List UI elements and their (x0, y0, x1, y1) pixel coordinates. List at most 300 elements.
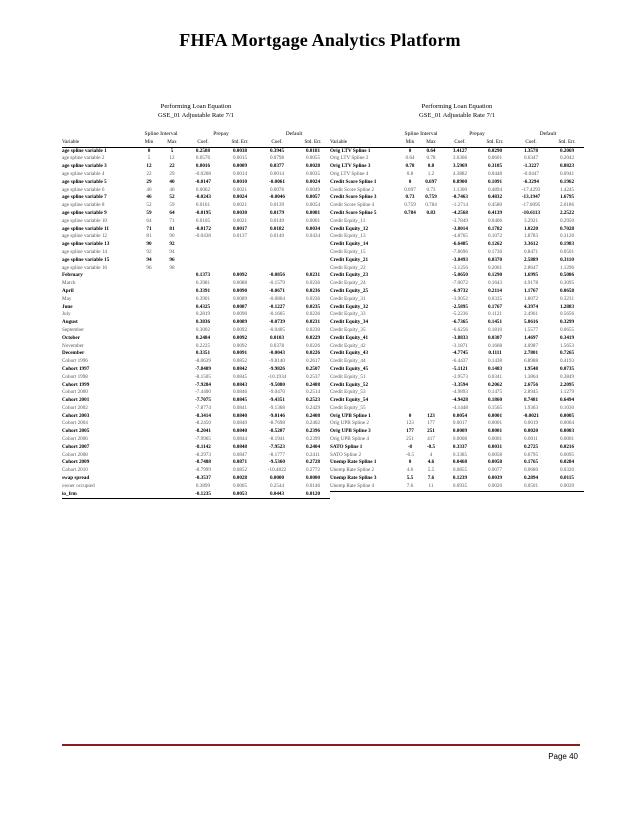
cell-min: 29 (146, 178, 152, 185)
cell-max: 59 (169, 202, 175, 209)
cell-variable: Credit Equity_31 (330, 295, 366, 302)
cell-min (138, 343, 160, 351)
table-row (62, 179, 330, 187)
table-row (62, 475, 330, 483)
cell-default-stderr: 0.0035 (305, 170, 321, 177)
table-row (330, 444, 584, 452)
cell-min (400, 257, 420, 265)
cell-max (420, 218, 442, 226)
cell-default-coef: 0.0443 (258, 491, 296, 499)
table-row (62, 147, 330, 155)
cell-variable: Credit Equity_24 (330, 280, 366, 287)
cell-variable: Credit Equity_34 (330, 319, 369, 326)
table-row (330, 280, 584, 288)
cell-prepay-stderr: 0.0090 (232, 287, 248, 294)
cell-min (400, 249, 420, 257)
cell-default-coef: 1.3578 (523, 147, 539, 154)
cell-default-coef: -9.5080 (269, 381, 285, 388)
cell-default-stderr: 0.0226 (305, 350, 321, 357)
cell-default-coef: 2.8647 (523, 264, 539, 271)
cell-variable: August (62, 319, 78, 326)
cell-max: 5.5 (427, 467, 435, 474)
table-row (330, 350, 584, 358)
cell-variable: July (62, 311, 71, 318)
right-group-spline-interval: Spline Interval (404, 131, 438, 137)
cell-max: 92 (169, 241, 175, 248)
cell-prepay-coef (184, 241, 222, 249)
cell-prepay-coef: -2.5895 (452, 303, 468, 310)
cell-max: 7.6 (427, 475, 435, 482)
cell-prepay-stderr: 0.0848 (232, 443, 248, 450)
cell-prepay-stderr (222, 241, 258, 249)
cell-max: 64 (169, 209, 175, 216)
cell-default-coef: 0.2544 (269, 482, 285, 489)
cell-default-stderr: 0.1962 (559, 178, 575, 185)
cell-max (420, 335, 442, 343)
cell-default-stderr: 0.2404 (305, 443, 321, 450)
table-row (62, 304, 330, 312)
left-col-prepay-coef: Coef. (184, 139, 222, 147)
cell-default-stderr (296, 249, 330, 257)
cell-prepay-coef: -6.9732 (452, 287, 468, 294)
cell-min: 0 (408, 178, 412, 185)
cell-default-stderr: 0.0230 (305, 326, 321, 333)
cell-default-stderr: 1.1279 (559, 389, 575, 396)
cell-variable: age spline variable 11 (62, 225, 109, 232)
cell-max: 0.78 (426, 155, 436, 162)
cell-prepay-stderr: 0.1438 (487, 358, 503, 365)
cell-prepay-coef: -3.9573 (452, 373, 468, 380)
cell-default-stderr: 0.0231 (305, 272, 321, 279)
cell-prepay-coef: -8.0639 (195, 358, 211, 365)
cell-prepay-stderr: 0.0053 (222, 491, 258, 499)
cell-min: 64 (146, 217, 152, 224)
table-row (62, 226, 330, 234)
cell-default-coef: -9.5360 (269, 459, 285, 466)
cell-default-stderr: 0.0001 (559, 436, 575, 443)
table-row (62, 327, 330, 335)
cell-prepay-stderr: 0.0087 (232, 303, 248, 310)
cell-variable: Credit Equity_55 (330, 404, 366, 411)
cell-default-stderr: 0.0235 (305, 303, 321, 310)
cell-default-stderr: 0.0231 (305, 319, 321, 326)
cell-default-coef: 0.0179 (269, 209, 285, 216)
right-col-prepay-stderr: Std. Err. (478, 139, 512, 147)
table-row (62, 467, 330, 475)
cell-max: 11 (420, 483, 442, 491)
cell-variable: age spline variable 12 (62, 233, 107, 240)
cell-variable: Unemp Rate Spline 1 (330, 459, 377, 466)
cell-variable: Orig LTV Spline 3 (330, 163, 371, 170)
table-row (62, 483, 330, 491)
cell-default-coef: -0.1227 (269, 303, 285, 310)
cell-default-stderr (296, 265, 330, 273)
cell-max: 0.697 (425, 178, 437, 185)
cell-max: 4.6 (427, 459, 435, 466)
table-row (330, 327, 584, 335)
cell-min (400, 327, 420, 335)
cell-prepay-stderr: 0.1072 (487, 233, 503, 240)
cell-prepay-stderr: 0.0088 (232, 280, 248, 287)
cell-max (160, 343, 184, 351)
cell-variable: age spline variable 2 (62, 155, 105, 162)
cell-default-stderr: 0.1030 (559, 404, 575, 411)
cell-default-coef: 3.3612 (523, 241, 539, 248)
table-row (330, 187, 584, 195)
cell-variable: Credit Equity_21 (330, 256, 369, 263)
table-row (330, 288, 584, 296)
cell-prepay-coef: -6.6485 (452, 241, 468, 248)
cell-min (138, 304, 160, 312)
cell-max: 5 (170, 147, 174, 154)
cell-prepay-stderr: 0.1565 (487, 404, 503, 411)
cell-prepay-stderr: 0.1262 (487, 241, 503, 248)
cell-default-stderr: 0.8823 (559, 163, 575, 170)
cell-prepay-stderr: 0.0090 (232, 311, 248, 318)
cell-default-stderr: 0.0236 (305, 280, 321, 287)
cell-default-coef: 0.2725 (523, 443, 539, 450)
cell-prepay-coef: -3.9052 (452, 295, 468, 302)
cell-default-stderr: 0.0236 (305, 287, 321, 294)
cell-prepay-stderr: 0.0137 (232, 233, 248, 240)
cell-min: 0.759 (404, 202, 416, 209)
table-row (330, 296, 584, 304)
cell-variable: Cohort 2004 (62, 420, 88, 427)
table-row (330, 319, 584, 327)
right-group-prepay: Prepay (469, 131, 485, 137)
cell-variable: age spline variable 14 (62, 248, 107, 255)
cell-variable: age spline variable 7 (62, 194, 107, 201)
right-group-default: Default (539, 131, 557, 137)
table-row (330, 452, 584, 460)
cell-min (400, 288, 420, 296)
cell-max (160, 491, 184, 499)
cell-prepay-coef: 0.0054 (452, 412, 468, 419)
cell-prepay-coef: -0.7463 (452, 194, 468, 201)
table-row (330, 272, 584, 280)
cell-min: 123 (406, 420, 414, 427)
cell-prepay-stderr: 0.4139 (487, 209, 503, 216)
table-row (330, 311, 584, 319)
table-row (330, 171, 584, 179)
table-row (62, 405, 330, 413)
cell-default-coef: 0.2894 (523, 475, 539, 482)
cell-max (420, 358, 442, 366)
cell-default-coef: 2.4961 (523, 311, 539, 318)
cell-prepay-coef: 0.0017 (452, 420, 468, 427)
cell-variable: November (62, 342, 84, 349)
cell-default-coef: -0.0046 (269, 194, 285, 201)
cell-prepay-coef (184, 265, 222, 273)
cell-prepay-coef: -0.0195 (195, 209, 211, 216)
table-row (62, 257, 330, 265)
table-row (330, 467, 584, 475)
cell-variable: Cohort 1996 (62, 358, 88, 365)
cell-prepay-coef: 0.2819 (195, 311, 211, 318)
table-row (330, 210, 584, 218)
cell-min: 0.697 (404, 186, 416, 193)
cell-prepay-stderr (222, 265, 258, 273)
cell-max (420, 257, 442, 265)
cell-default-stderr: 0.2950 (559, 217, 575, 224)
cell-default-stderr: 0.0236 (305, 311, 321, 318)
right-col-min: Min (400, 139, 420, 147)
cell-prepay-stderr: 0.0009 (232, 163, 248, 170)
table-row (330, 163, 584, 171)
right-col-default-coef: Coef. (512, 139, 550, 147)
cell-min: 40 (146, 186, 152, 193)
cell-max (160, 296, 184, 304)
cell-max (160, 366, 184, 374)
cell-min (138, 389, 160, 397)
cell-max (420, 319, 442, 327)
cell-min (138, 405, 160, 413)
cell-variable: age spline variable 8 (62, 202, 105, 209)
cell-prepay-stderr: 0.1782 (487, 225, 503, 232)
cell-max (160, 327, 184, 335)
table-row (62, 194, 330, 202)
table-row (62, 265, 330, 273)
cell-default-coef: 8.7481 (523, 397, 539, 404)
cell-default-stderr: 0.7028 (559, 225, 575, 232)
cell-prepay-stderr: 0.0028 (232, 475, 248, 482)
cell-min (400, 397, 420, 405)
cell-variable: Credit Equity_51 (330, 373, 366, 380)
table-row (62, 249, 330, 257)
cell-prepay-stderr: 0.0015 (232, 155, 248, 162)
cell-max (420, 327, 442, 335)
cell-prepay-stderr: 0.4580 (487, 202, 503, 209)
cell-default-coef: 0.6795 (523, 451, 539, 458)
cell-max (160, 389, 184, 397)
cell-default-stderr: 0.0216 (559, 443, 575, 450)
left-panel-subtitle: GSE_01 Adjustable Rate 7/1 (157, 111, 234, 119)
cell-min: 177 (406, 428, 414, 435)
table-row (62, 311, 330, 319)
table-row (62, 202, 330, 210)
left-col-default-stderr: Std. Err. (296, 139, 330, 147)
cell-variable: December (62, 350, 85, 357)
cell-prepay-coef: 0.3337 (452, 443, 468, 450)
cell-default-stderr: 0.0320 (559, 467, 575, 474)
cell-variable: Orig UPB Spline 2 (330, 420, 369, 427)
cell-variable: Cohort 2002 (62, 404, 88, 411)
cell-prepay-coef: -8.7999 (195, 467, 211, 474)
cell-max (160, 397, 184, 405)
cell-variable: age spline variable 6 (62, 186, 105, 193)
cell-prepay-stderr: 0.1810 (487, 326, 503, 333)
table-row (62, 155, 330, 163)
table-row (62, 335, 330, 343)
cell-prepay-coef: 0.3899 (195, 482, 211, 489)
cell-prepay-stderr: 0.0406 (487, 217, 503, 224)
cell-default-stderr: 0.2617 (305, 358, 321, 365)
cell-prepay-stderr: 0.0840 (232, 428, 248, 435)
cell-prepay-coef: -3.8833 (452, 334, 468, 341)
cell-variable: Credit Equity_41 (330, 334, 369, 341)
cell-max (160, 335, 184, 343)
cell-variable: Cohort 2010 (62, 467, 88, 474)
cell-min (138, 436, 160, 444)
cell-default-stderr: 0.3110 (560, 256, 574, 263)
cell-variable: Cohort 2005 (62, 428, 90, 435)
cell-prepay-stderr: 0.0014 (232, 170, 248, 177)
cell-default-stderr: 0.2514 (305, 389, 321, 396)
cell-prepay-stderr: 0.1475 (487, 389, 503, 396)
cell-prepay-stderr: 0.0017 (232, 225, 248, 232)
cell-prepay-stderr: 0.1121 (488, 311, 502, 318)
cell-default-coef: 0.0140 (269, 217, 285, 224)
cell-default-coef (258, 241, 296, 249)
cell-prepay-coef: -0.0243 (195, 194, 211, 201)
cell-default-coef: 0.0011 (524, 436, 538, 443)
cell-default-stderr: 0.2507 (305, 365, 321, 372)
cell-default-coef: -9.0470 (269, 389, 285, 396)
cell-max: 251 (427, 428, 435, 435)
cell-min (138, 459, 160, 467)
cell-min (400, 233, 420, 241)
table-row (62, 358, 330, 366)
table-row (62, 210, 330, 218)
table-row (330, 147, 584, 155)
cell-min (400, 319, 420, 327)
cell-default-stderr: 0.0057 (305, 194, 321, 201)
cell-prepay-stderr: 0.3105 (487, 163, 503, 170)
cell-prepay-stderr: 0.0844 (232, 436, 248, 443)
cell-max: 0.784 (425, 202, 437, 209)
cell-max (420, 272, 442, 280)
cell-default-coef: -9.8140 (269, 358, 285, 365)
cell-default-stderr (296, 241, 330, 249)
document-title: FHFA Mortgage Analytics Platform (179, 30, 461, 50)
cell-default-coef: 1.9363 (523, 404, 539, 411)
cell-variable: Orig UPB Spline 3 (330, 428, 371, 435)
cell-default-stderr: 0.2429 (305, 404, 321, 411)
cell-variable: owner occupied (62, 482, 95, 489)
left-panel (62, 103, 330, 499)
cell-prepay-coef: -6.4437 (452, 358, 468, 365)
cell-prepay-coef: -8.7488 (195, 459, 211, 466)
cell-variable: Credit Equity_35 (330, 326, 366, 333)
cell-default-stderr: 0.0055 (305, 155, 321, 162)
cell-default-coef: 1.8072 (523, 295, 539, 302)
cell-prepay-coef: 0.3002 (195, 326, 211, 333)
cell-prepay-stderr: 0.0290 (487, 147, 503, 154)
cell-prepay-coef: -3.1871 (452, 342, 468, 349)
cell-variable: Cohort 2009 (62, 459, 90, 466)
cell-default-coef: -9.1368 (269, 404, 285, 411)
cell-min (138, 366, 160, 374)
cell-variable: Credit Equity_25 (330, 287, 369, 294)
cell-prepay-stderr: 0.0307 (487, 334, 503, 341)
cell-variable: Credit Equity_43 (330, 350, 369, 357)
table-row (330, 428, 584, 436)
cell-default-coef: -7.9523 (269, 443, 285, 450)
table-row (62, 444, 330, 452)
cell-min: -8 (407, 443, 413, 450)
cell-default-coef: 0.0182 (269, 225, 285, 232)
left-group-prepay: Prepay (213, 131, 229, 137)
cell-default-coef: 0.0020 (523, 428, 539, 435)
cell-min: 5.5 (406, 475, 414, 482)
cell-min: 0 (408, 412, 412, 419)
cell-variable: Orig LTV Spline 4 (330, 170, 369, 177)
cell-default-coef: -0.0447 (523, 170, 539, 177)
cell-default-stderr: 0.2772 (305, 467, 321, 474)
cell-prepay-stderr: 0.1767 (487, 303, 503, 310)
right-panel-title: Performing Loan Equation (421, 103, 493, 110)
table-row (330, 233, 584, 241)
cell-default-coef: -8.1777 (269, 451, 285, 458)
cell-default-coef: -8.7698 (269, 420, 285, 427)
cell-default-stderr: 0.0081 (305, 209, 321, 216)
cell-variable: Credit Score Spline 5 (330, 209, 377, 216)
cell-prepay-coef: -8.2973 (195, 451, 211, 458)
cell-variable: Credit Equity_45 (330, 365, 369, 372)
cell-variable: March (62, 280, 76, 287)
cell-prepay-coef: -3.8014 (452, 225, 468, 232)
cell-max: 98 (169, 264, 175, 271)
cell-default-coef: -17.4293 (521, 186, 541, 193)
cell-default-coef: -8.5207 (269, 428, 285, 435)
cell-prepay-coef: 0.2588 (195, 147, 211, 154)
cell-variable: age spline variable 15 (62, 256, 110, 263)
table-row (330, 413, 584, 421)
cell-max (160, 483, 184, 491)
table-row (330, 374, 584, 382)
cell-max (160, 272, 184, 280)
cell-prepay-stderr: 0.0335 (487, 295, 503, 302)
cell-default-stderr: 0.1983 (559, 241, 575, 248)
cell-min: -0.5 (405, 451, 415, 458)
cell-max (420, 304, 442, 312)
cell-prepay-coef: 0.3351 (195, 350, 211, 357)
cell-min (138, 358, 160, 366)
cell-default-stderr: 0.0028 (305, 163, 321, 170)
cell-min (138, 397, 160, 405)
table-row (330, 257, 584, 265)
right-table-body (330, 147, 584, 491)
cell-variable: age spline variable 16 (62, 264, 107, 271)
cell-min (138, 350, 160, 358)
cell-prepay-coef: -4.2568 (452, 209, 468, 216)
cell-prepay-coef: 3.5969 (452, 163, 468, 170)
cell-min: 0.8 (406, 170, 414, 177)
cell-min: 0 (408, 147, 412, 154)
cell-prepay-coef: 0.0576 (195, 155, 211, 162)
cell-max: 0.759 (425, 194, 437, 201)
cell-default-coef: 5.8616 (523, 319, 539, 326)
cell-variable: Credit Equity_42 (330, 342, 366, 349)
cell-max: 12 (169, 155, 175, 162)
cell-min (400, 280, 420, 288)
cell-default-stderr: 0.2488 (305, 381, 321, 388)
cell-default-coef: 1.0220 (523, 225, 539, 232)
cell-prepay-coef: -0.1235 (184, 491, 222, 499)
cell-prepay-coef: 0.8900 (452, 178, 468, 185)
right-group-header-row (330, 131, 584, 139)
cell-default-coef: -10.4822 (267, 467, 287, 474)
cell-default-coef: 1.8783 (523, 233, 539, 240)
cell-default-coef: 0.3945 (269, 147, 285, 154)
cell-max (160, 436, 184, 444)
cell-default-coef: 3.2921 (523, 217, 539, 224)
cell-default-coef: -6.3294 (523, 178, 539, 185)
cell-prepay-stderr: 0.0077 (487, 467, 503, 474)
cell-default-coef: 0.0103 (269, 334, 285, 341)
cell-prepay-stderr: 0.1091 (487, 178, 503, 185)
cell-default-stderr: 1.2883 (559, 303, 575, 310)
